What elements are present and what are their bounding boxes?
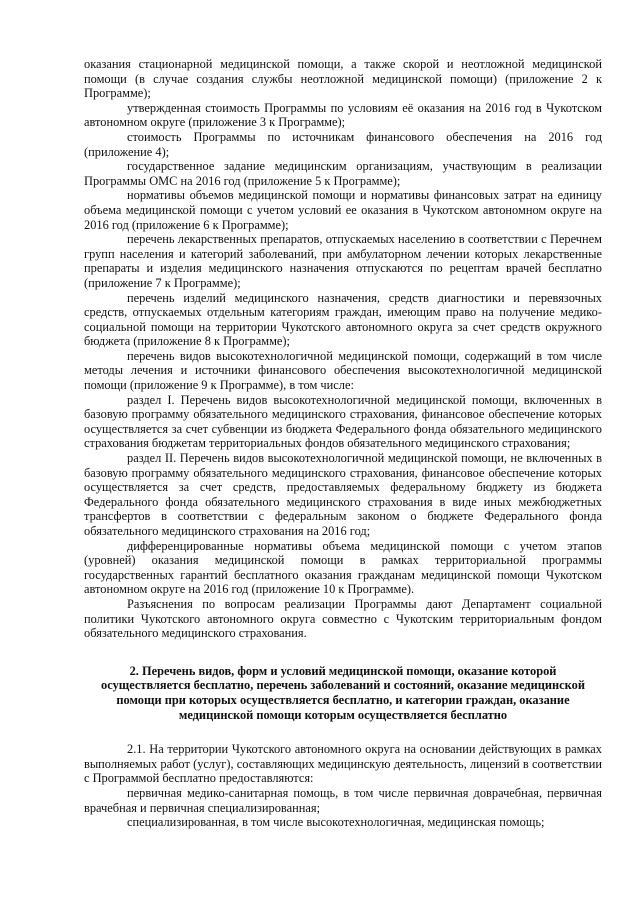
paragraph: государственное задание медицинским организациям, участвующим в реализации Программы ОМС на 2016 год (приложение 5 к Программе); (84, 159, 602, 188)
paragraph: оказания стационарной медицинской помощи, а также скорой и неотложной медицинской помощи (в случае создания службы неотложной медицинской помощи) (приложение 2 к Программе); (84, 57, 602, 101)
paragraph: первичная медико-санитарная помощь, в том числе первичная доврачебная, первичная врачебная и первичная специализированная; (84, 785, 602, 815)
paragraph: 2.1. На территории Чукотского автономного округа на основании действующих в рамках выполняемых работ (услуг), составляющих медицинскую деятельность, лицензий в соответствии с Программой бесплатно предоставляются: (84, 742, 602, 786)
paragraph: перечень видов высокотехнологичной медицинской помощи, содержащий в том числе методы лечения и источники финансового обеспечения высокотехнологичной медицинской помощи (приложение 9 к Программе), в том числе: (84, 348, 602, 393)
paragraph: перечень изделий медицинского назначения, средств диагностики и перевязочных средств, отпускаемых отдельным категориям граждан, имеющим право на получение медико-социальной помощи на территории Чукотского автономного округа за счет средств окружного бюджета (приложение 8 к Программе); (84, 290, 602, 349)
paragraph: раздел I. Перечень видов высокотехнологичной медицинской помощи, включенных в базовую программу обязательного медицинского страхования, финансовое обеспечение которых осуществляется за счет субвенции из бюджета Федерального фонда обязательного медицинского страхования бюджетам территориальных фондов обязательного медицинского страхования; (84, 392, 602, 451)
paragraph: специализированная, в том числе высокотехнологичная, медицинская помощь; (127, 815, 545, 830)
paragraph: нормативы объемов медицинской помощи и нормативы финансовых затрат на единицу объема медицинской помощи с учетом условий ее оказания в Чукотском автономном округе на 2016 год (приложение 6 к Программе); (84, 188, 602, 232)
paragraph: перечень лекарственных препаратов, отпускаемых населению в соответствии с Перечнем групп населения и категорий заболеваний, при амбулаторном лечении которых лекарственные препараты и изделия медицинского назначения отпускаются по рецептам врачей бесплатно (приложение 7 к Программе); (84, 232, 602, 290)
paragraph: Разъяснения по вопросам реализации Программы дают Департамент социальной политики Чукотского автономного округа совместно с Чукотским территориальным фондом обязательного медицинского страхования. (84, 596, 602, 641)
paragraph: раздел II. Перечень видов высокотехнологичной медицинской помощи, не включенных в базовую программу обязательного медицинского страхования, финансовое обеспечение которых осуществляется за счет средств, предоставляемых федеральному бюджету из бюджета Федерального фонда обязательного медицинского страхования в виде иных межбюджетных трансфертов в соответствии с федеральным законом о бюджете Федерального фонда обязательного медицинского страхования на 2016 год; (84, 451, 602, 538)
section-heading: 2. Перечень видов, форм и условий медицинской помощи, оказание которой осуществляется бесплатно, перечень заболеваний и состояний, оказание медицинской помощи при которых осуществляется бесплатно, и категории граждан, оказание медицинской помощи которым осуществляется бесплатно (101, 663, 585, 722)
document-page (84, 57, 602, 830)
paragraph: дифференцированные нормативы объема медицинской помощи с учетом этапов (уровней) оказания медицинской помощи в рамках территориальной программы государственных гарантий бесплатного оказания гражданам медицинской помощи Чукотском автономном округе на 2016 год (приложение 10 к Программе). (84, 538, 602, 597)
paragraph: стоимость Программы по источникам финансового обеспечения на 2016 год (приложение 4); (84, 129, 602, 159)
paragraph: утвержденная стоимость Программы по условиям её оказания на 2016 год в Чукотском автономном округе (приложение 3 к Программе); (84, 100, 602, 130)
